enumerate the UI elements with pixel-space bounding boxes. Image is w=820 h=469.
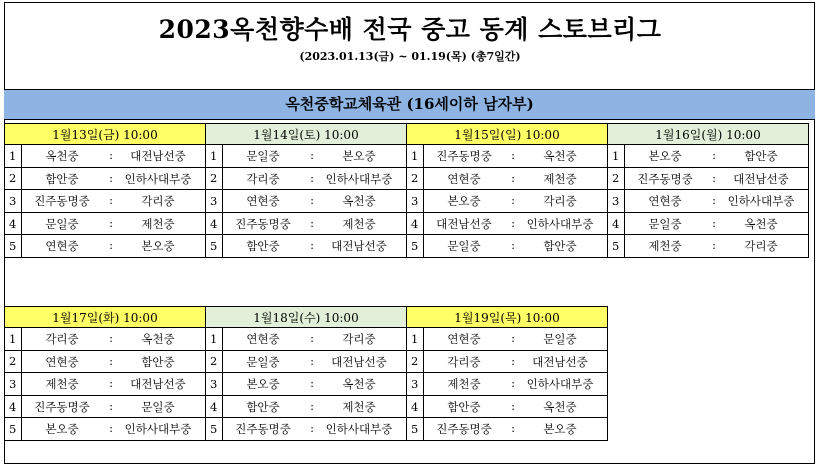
match-number: 3: [206, 190, 223, 213]
match-row: [608, 235, 809, 258]
vs-separator: :: [109, 353, 113, 368]
day-schedule-table: [205, 123, 407, 258]
match-number: 3: [608, 190, 625, 213]
away-team: 인하사대부중: [325, 171, 393, 186]
match-row: [5, 395, 206, 418]
match-number: 2: [5, 167, 22, 190]
match-row: [206, 145, 407, 168]
venue-banner: 옥천중학교체육관 (16세이하 남자부): [4, 89, 815, 120]
vs-separator: :: [109, 148, 113, 162]
day-header: 1월18일(수) 10:00: [206, 307, 407, 328]
vs-separator: :: [511, 170, 515, 185]
day-schedule-table: [4, 123, 206, 258]
match-cell: [223, 145, 407, 168]
match-number: 1: [407, 145, 424, 168]
away-team: 대전남선중: [331, 354, 387, 369]
vs-separator: :: [109, 238, 113, 253]
match-number: 5: [206, 235, 223, 258]
match-cell: [223, 418, 407, 441]
home-team: 진주동명중: [235, 216, 291, 231]
home-team: 연현중: [246, 194, 280, 209]
match-cell: [223, 395, 407, 418]
match-number: 5: [5, 235, 22, 258]
home-team: 진주동명중: [436, 149, 492, 163]
match-cell: [424, 167, 608, 190]
match-row: [5, 167, 206, 190]
match-number: 4: [407, 212, 424, 235]
home-team: 각리중: [246, 171, 280, 186]
match-number: 2: [5, 350, 22, 373]
match-cell: [22, 418, 206, 441]
away-team: 제천중: [342, 216, 376, 231]
match-row: [407, 350, 608, 373]
day-header-row: [206, 124, 407, 145]
vs-separator: :: [109, 170, 113, 185]
match-number: 1: [5, 328, 22, 351]
match-cell: [22, 212, 206, 235]
home-team: 본오중: [648, 149, 682, 163]
away-team: 대전남선중: [733, 171, 789, 186]
day-header: 1월13일(금) 10:00: [5, 124, 206, 145]
match-number: 2: [407, 350, 424, 373]
match-row: [5, 145, 206, 168]
match-row: [608, 212, 809, 235]
away-team: 옥천중: [342, 377, 376, 392]
match-row: [608, 145, 809, 168]
match-number: 2: [407, 167, 424, 190]
match-cell: [223, 167, 407, 190]
match-cell: [223, 235, 407, 258]
day-schedule-table: [205, 306, 407, 441]
match-number: 5: [608, 235, 625, 258]
home-team: 함안중: [246, 239, 280, 254]
vs-separator: :: [310, 148, 314, 162]
match-row: [206, 328, 407, 351]
match-number: 5: [407, 418, 424, 441]
home-team: 연현중: [246, 332, 280, 346]
away-team: 대전남선중: [130, 377, 186, 392]
home-team: 연현중: [45, 354, 79, 369]
match-number: 1: [206, 328, 223, 351]
home-team: 진주동명중: [34, 399, 90, 414]
home-team: 제천중: [45, 377, 79, 392]
match-cell: [22, 395, 206, 418]
home-team: 본오중: [246, 377, 280, 392]
away-team: 제천중: [543, 171, 577, 186]
away-team: 옥천중: [543, 399, 577, 414]
day-header-row: [407, 124, 608, 145]
match-cell: [424, 145, 608, 168]
home-team: 연현중: [447, 171, 481, 186]
vs-separator: :: [310, 215, 314, 230]
match-number: 3: [407, 190, 424, 213]
match-cell: [22, 350, 206, 373]
match-number: 3: [206, 373, 223, 396]
match-row: [407, 190, 608, 213]
vs-separator: :: [109, 398, 113, 413]
match-cell: [625, 145, 809, 168]
match-row: [206, 167, 407, 190]
home-team: 문일중: [246, 354, 280, 369]
home-team: 옥천중: [45, 149, 79, 163]
page-title: 2023옥천향수배 전국 중고 동계 스토브리그: [158, 15, 662, 44]
home-team: 문일중: [447, 239, 481, 254]
match-cell: [424, 328, 608, 351]
away-team: 인하사대부중: [526, 377, 594, 392]
home-team: 함안중: [246, 399, 280, 414]
away-team: 본오중: [141, 239, 175, 254]
match-row: [608, 190, 809, 213]
home-team: 제천중: [447, 377, 481, 392]
home-team: 진주동명중: [235, 422, 291, 437]
match-number: 3: [5, 373, 22, 396]
match-row: [5, 328, 206, 351]
home-team: 진주동명중: [637, 171, 693, 186]
home-team: 함안중: [447, 399, 481, 414]
match-number: 1: [5, 145, 22, 168]
vs-separator: :: [511, 353, 515, 368]
match-cell: [22, 145, 206, 168]
vs-separator: :: [511, 421, 515, 436]
day-schedule-table: [406, 123, 608, 258]
match-cell: [424, 350, 608, 373]
away-team: 함안중: [744, 149, 778, 163]
home-team: 본오중: [447, 194, 481, 209]
match-number: 3: [5, 190, 22, 213]
match-row: [206, 395, 407, 418]
match-cell: [625, 167, 809, 190]
match-cell: [424, 395, 608, 418]
home-team: 문일중: [45, 216, 79, 231]
vs-separator: :: [109, 215, 113, 230]
away-team: 인하사대부중: [124, 422, 192, 437]
home-team: 연현중: [648, 194, 682, 209]
match-row: [407, 167, 608, 190]
away-team: 각리중: [342, 332, 376, 346]
match-cell: [625, 190, 809, 213]
away-team: 각리중: [543, 194, 577, 209]
vs-separator: :: [310, 376, 314, 391]
match-number: 4: [407, 395, 424, 418]
match-row: [407, 235, 608, 258]
away-team: 대전남선중: [130, 149, 186, 163]
day-header: 1월16일(월) 10:00: [608, 124, 809, 145]
match-row: [5, 212, 206, 235]
match-number: 2: [206, 350, 223, 373]
vs-separator: :: [310, 398, 314, 413]
day-header: 1월17일(화) 10:00: [5, 307, 206, 328]
match-row: [206, 350, 407, 373]
match-row: [5, 235, 206, 258]
vs-separator: :: [712, 148, 716, 162]
vs-separator: :: [712, 193, 716, 208]
date-range: (2023.01.13(금) ~ 01.19(목) (총7일간): [299, 50, 521, 63]
home-team: 대전남선중: [436, 216, 492, 231]
match-cell: [424, 190, 608, 213]
vs-separator: :: [511, 193, 515, 208]
vs-separator: :: [109, 331, 113, 345]
match-number: 1: [206, 145, 223, 168]
match-number: 2: [206, 167, 223, 190]
away-team: 각리중: [744, 239, 778, 254]
day-header: 1월19일(목) 10:00: [407, 307, 608, 328]
vs-separator: :: [511, 376, 515, 391]
day-header-row: [5, 124, 206, 145]
match-row: [5, 190, 206, 213]
match-number: 1: [407, 328, 424, 351]
vs-separator: :: [310, 331, 314, 345]
match-number: 2: [608, 167, 625, 190]
match-row: [206, 373, 407, 396]
home-team: 문일중: [648, 216, 682, 231]
match-cell: [223, 328, 407, 351]
match-cell: [625, 235, 809, 258]
match-cell: [223, 350, 407, 373]
vs-separator: :: [712, 238, 716, 253]
vs-separator: :: [310, 353, 314, 368]
match-row: [407, 373, 608, 396]
vs-separator: :: [511, 238, 515, 253]
match-cell: [223, 190, 407, 213]
away-team: 옥천중: [543, 149, 577, 163]
match-number: 5: [206, 418, 223, 441]
vs-separator: :: [511, 398, 515, 413]
away-team: 함안중: [543, 239, 577, 254]
home-team: 연현중: [447, 332, 481, 346]
match-row: [608, 167, 809, 190]
vs-separator: :: [310, 193, 314, 208]
home-team: 각리중: [45, 332, 79, 346]
home-team: 함안중: [45, 171, 79, 186]
match-cell: [22, 373, 206, 396]
day-schedule-table: [406, 306, 608, 441]
home-team: 진주동명중: [436, 422, 492, 437]
day-schedule-table: [607, 123, 809, 258]
vs-separator: :: [310, 170, 314, 185]
home-team: 연현중: [45, 239, 79, 254]
away-team: 대전남선중: [532, 354, 588, 369]
match-row: [5, 350, 206, 373]
vs-separator: :: [310, 421, 314, 436]
vs-separator: :: [109, 193, 113, 208]
match-cell: [22, 190, 206, 213]
match-cell: [424, 235, 608, 258]
match-cell: [424, 418, 608, 441]
match-cell: [625, 212, 809, 235]
match-number: 4: [5, 212, 22, 235]
day-header: 1월14일(토) 10:00: [206, 124, 407, 145]
match-row: [206, 418, 407, 441]
match-number: 4: [5, 395, 22, 418]
vs-separator: :: [109, 376, 113, 391]
away-team: 문일중: [141, 399, 175, 414]
match-cell: [22, 328, 206, 351]
match-row: [206, 190, 407, 213]
away-team: 대전남선중: [331, 239, 387, 254]
day-header: 1월15일(일) 10:00: [407, 124, 608, 145]
away-team: 인하사대부중: [124, 171, 192, 186]
away-team: 본오중: [543, 422, 577, 437]
away-team: 인하사대부중: [526, 216, 594, 231]
home-team: 진주동명중: [34, 194, 90, 209]
away-team: 옥천중: [141, 332, 175, 346]
match-cell: [22, 167, 206, 190]
vs-separator: :: [712, 215, 716, 230]
away-team: 인하사대부중: [727, 194, 795, 209]
vs-separator: :: [511, 148, 515, 162]
match-row: [5, 373, 206, 396]
away-team: 함안중: [141, 354, 175, 369]
vs-separator: :: [511, 331, 515, 345]
away-team: 인하사대부중: [325, 422, 393, 437]
vs-separator: :: [310, 238, 314, 253]
vs-separator: :: [511, 215, 515, 230]
match-number: 1: [608, 145, 625, 168]
day-header-row: [5, 307, 206, 328]
match-cell: [223, 373, 407, 396]
home-team: 각리중: [447, 354, 481, 369]
match-row: [407, 145, 608, 168]
match-number: 5: [407, 235, 424, 258]
match-number: 4: [206, 395, 223, 418]
day-schedule-table: [4, 306, 206, 441]
match-number: 5: [5, 418, 22, 441]
match-cell: [424, 212, 608, 235]
match-row: [407, 395, 608, 418]
away-team: 제천중: [141, 216, 175, 231]
match-number: 4: [608, 212, 625, 235]
match-cell: [424, 373, 608, 396]
match-number: 3: [407, 373, 424, 396]
day-header-row: [608, 124, 809, 145]
match-cell: [223, 212, 407, 235]
home-team: 본오중: [45, 422, 79, 437]
vs-separator: :: [712, 170, 716, 185]
home-team: 문일중: [246, 149, 280, 163]
match-row: [407, 328, 608, 351]
away-team: 문일중: [543, 332, 577, 346]
away-team: 옥천중: [744, 216, 778, 231]
match-row: [407, 212, 608, 235]
away-team: 각리중: [141, 194, 175, 209]
match-row: [5, 418, 206, 441]
match-cell: [22, 235, 206, 258]
match-number: 4: [206, 212, 223, 235]
match-row: [206, 235, 407, 258]
match-row: [206, 212, 407, 235]
match-row: [407, 418, 608, 441]
day-header-row: [206, 307, 407, 328]
away-team: 옥천중: [342, 194, 376, 209]
away-team: 본오중: [342, 149, 376, 163]
day-header-row: [407, 307, 608, 328]
vs-separator: :: [109, 421, 113, 436]
home-team: 제천중: [648, 239, 682, 254]
away-team: 제천중: [342, 399, 376, 414]
